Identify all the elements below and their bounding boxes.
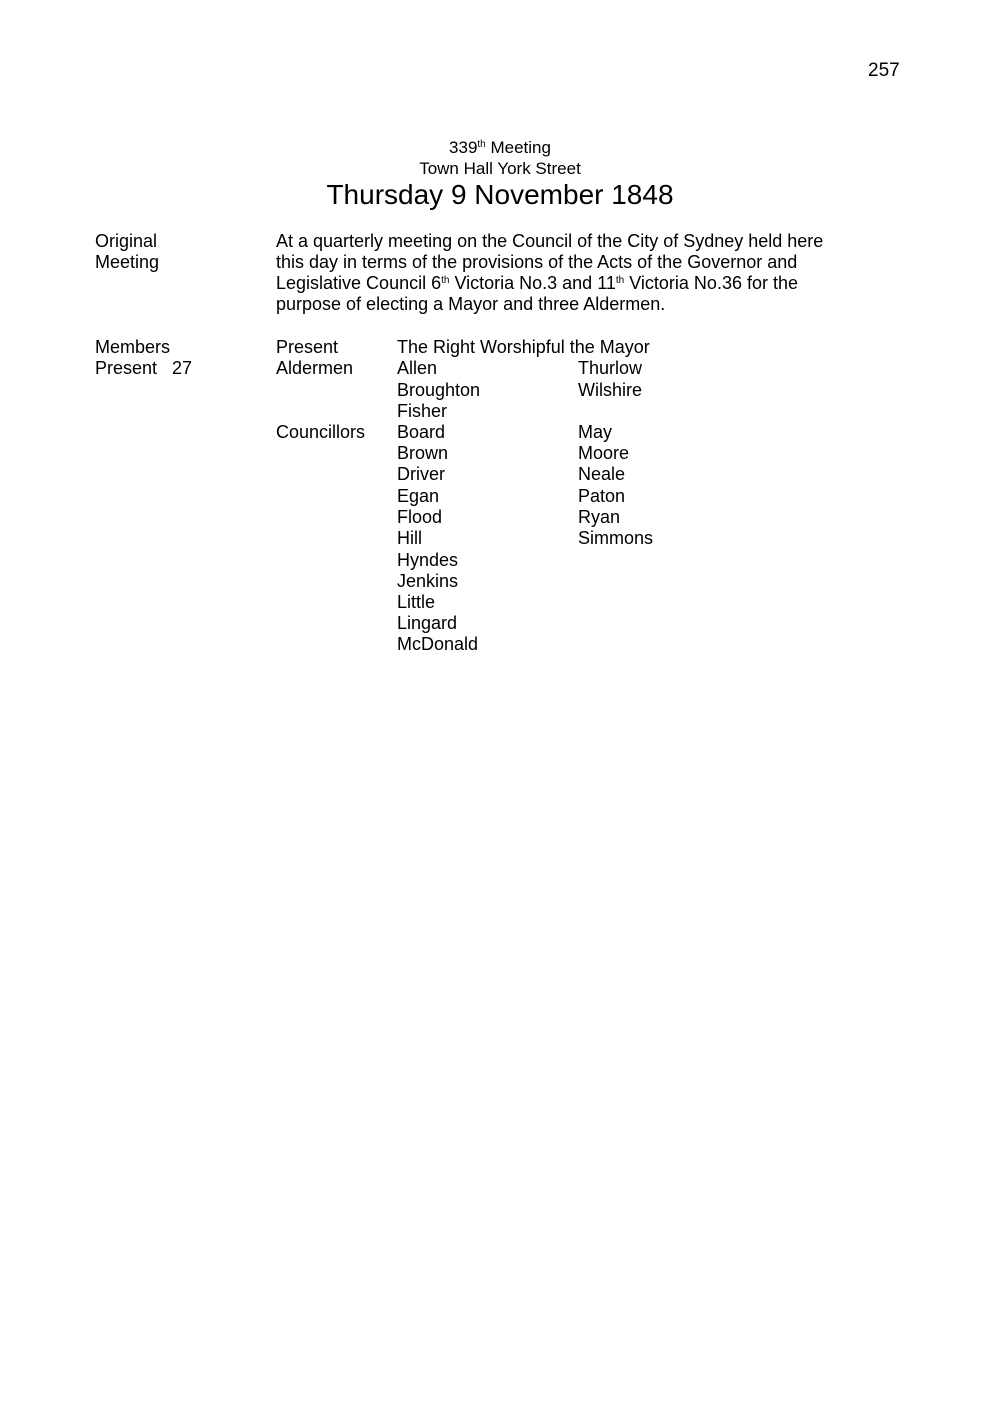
councillor-name: Driver [397, 464, 445, 484]
meeting-number-suffix: th [477, 139, 486, 150]
margin-note-original: Original [95, 231, 158, 251]
councillor-name: Ryan [578, 507, 621, 527]
alderman-name: Wilshire [578, 380, 643, 400]
councillor-name: Hyndes [397, 550, 459, 570]
minutes-text-line-3-part-a: Legislative Council 6 [276, 273, 442, 293]
mayor-line: The Right Worshipful the Mayor [397, 337, 650, 357]
meeting-number [0, 137, 1000, 158]
margin-note-present-count: Present 27 [95, 358, 193, 378]
councillor-name: McDonald [397, 634, 479, 654]
minutes-text-line-3-sup-1: th [441, 275, 450, 286]
councillor-name: Paton [578, 486, 626, 506]
minutes-text-line-3-part-c: Victoria No.36 for the [624, 273, 798, 293]
alderman-name: Broughton [397, 380, 481, 400]
councillor-name: Egan [397, 486, 440, 506]
councillor-name: Simmons [578, 528, 654, 548]
minutes-text-line-3 [276, 273, 798, 294]
minutes-text-line-2: this day in terms of the provisions of the Acts of the Governor and [276, 252, 798, 272]
councillor-name: Flood [397, 507, 443, 527]
councillor-name: Hill [397, 528, 422, 548]
alderman-name: Thurlow [578, 358, 643, 378]
councillor-name: Brown [397, 443, 449, 463]
alderman-name: Fisher [397, 401, 448, 421]
minutes-text-line-4: purpose of electing a Mayor and three Aldermen. [276, 294, 666, 314]
page-number: 257 [868, 60, 900, 81]
minutes-text-line-1: At a quarterly meeting on the Council of the City of Sydney held here [276, 231, 824, 251]
aldermen-label: Aldermen [276, 358, 354, 378]
margin-note-meeting: Meeting [95, 252, 160, 272]
margin-note-members: Members [95, 337, 171, 357]
meeting-word: Meeting [485, 138, 551, 157]
meeting-number-value: 339 [449, 138, 478, 157]
minutes-text-line-3-part-b: Victoria No.3 and 11 [449, 273, 616, 293]
councillor-name: Board [397, 422, 446, 442]
councillor-name: Neale [578, 464, 626, 484]
meeting-date: Thursday 9 November 1848 [326, 179, 674, 210]
alderman-name: Allen [397, 358, 438, 378]
meeting-location: Town Hall York Street [419, 159, 581, 178]
councillor-name: May [578, 422, 613, 442]
councillor-name: Lingard [397, 613, 458, 633]
councillor-name: Jenkins [397, 571, 459, 591]
councillor-name: Moore [578, 443, 630, 463]
councillors-label: Councillors [276, 422, 366, 442]
minutes-text-line-3-sup-2: th [615, 275, 625, 286]
present-label: Present [276, 337, 339, 357]
councillor-name: Little [397, 592, 436, 612]
